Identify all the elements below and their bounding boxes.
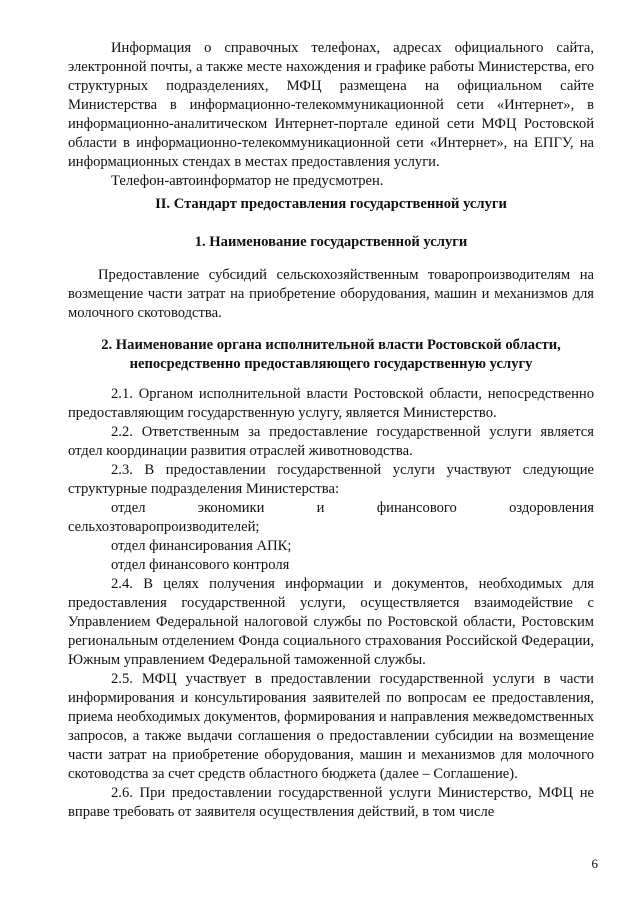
list-item-economics-dept: отдел экономики и финансового оздоровления сельхозтоваропроизводителей; — [68, 500, 594, 535]
list-item-financing-dept: отдел финансирования АПК; — [111, 538, 292, 554]
autoinformer-paragraph: Телефон-автоинформатор не предусмотрен. — [111, 173, 384, 189]
info-paragraph: Информация о справочных телефонах, адресах официального сайта, электронной почты, а также месте нахождения и графике работы Министерства, его структурных подразделениях, МФЦ размещена на официальном сайте Министерства в информационно-телекоммуникационной сети «Интернет», в информационно-аналитическом Интернет-портале единой сети МФЦ Ростовской области в информационно-телекоммуникационной сети «Интернет», на ЕПГУ, на информационных стендах в местах предоставления услуги. — [68, 40, 594, 170]
subsection-2-body — [68, 385, 594, 822]
paragraph-2-6: 2.6. При предоставлении государственной услуги Министерство, МФЦ не вправе требовать от заявителя осуществления действий, в том числе — [68, 785, 594, 820]
page-number: 6 — [591, 856, 598, 871]
subsection-2-heading-block — [68, 336, 594, 374]
section-title: II. Стандарт предоставления государственной услуги — [155, 196, 507, 212]
paragraph-2-4: 2.4. В целях получения информации и документов, необходимых для предоставления государственной услуги, осуществляется взаимодействие с Управлением Федеральной налоговой службы по Ростовской области, Ростовским региональным отделением Фонда социального страхования Российской Федерации, Южным управлением Федеральной таможенной службы. — [68, 576, 594, 668]
subsection-1-body — [68, 266, 594, 323]
info-section — [68, 39, 594, 191]
paragraph-2-2: 2.2. Ответственным за предоставление государственной услуги является отдел координации развития отраслей животноводства. — [68, 424, 594, 459]
subsection-2-title-line1: 2. Наименование органа исполнительной власти Ростовской области, — [101, 337, 561, 353]
subsection-2-title-line2: непосредственно предоставляющего государственную услугу — [129, 356, 533, 372]
list-item-control-dept: отдел финансового контроля — [111, 557, 290, 573]
paragraph-2-1: 2.1. Органом исполнительной власти Ростовской области, непосредственно предоставляющим государственную услугу, является Министерство. — [68, 386, 594, 421]
service-name-paragraph: Предоставление субсидий сельскохозяйственным товаропроизводителям на возмещение части затрат на приобретение оборудования, машин и механизмов для молочного скотоводства. — [68, 267, 594, 321]
section-heading-block — [68, 195, 594, 214]
subsection-1-heading-block — [68, 233, 594, 252]
paragraph-2-3: 2.3. В предоставлении государственной услуги участвуют следующие структурные подразделения Министерства: — [68, 462, 594, 497]
paragraph-2-5: 2.5. МФЦ участвует в предоставлении государственной услуги в части информирования и консультирования заявителей по вопросам ее предоставления, приема необходимых документов, формирования и направления межведомственных запросов, а также выдачи соглашения о предоставлении субсидии на возмещение части затрат на приобретение оборудования, машин и механизмов для молочного скотоводства за счет средств областного бюджета (далее – Соглашение). — [68, 671, 594, 782]
subsection-1-title: 1. Наименование государственной услуги — [194, 234, 468, 250]
